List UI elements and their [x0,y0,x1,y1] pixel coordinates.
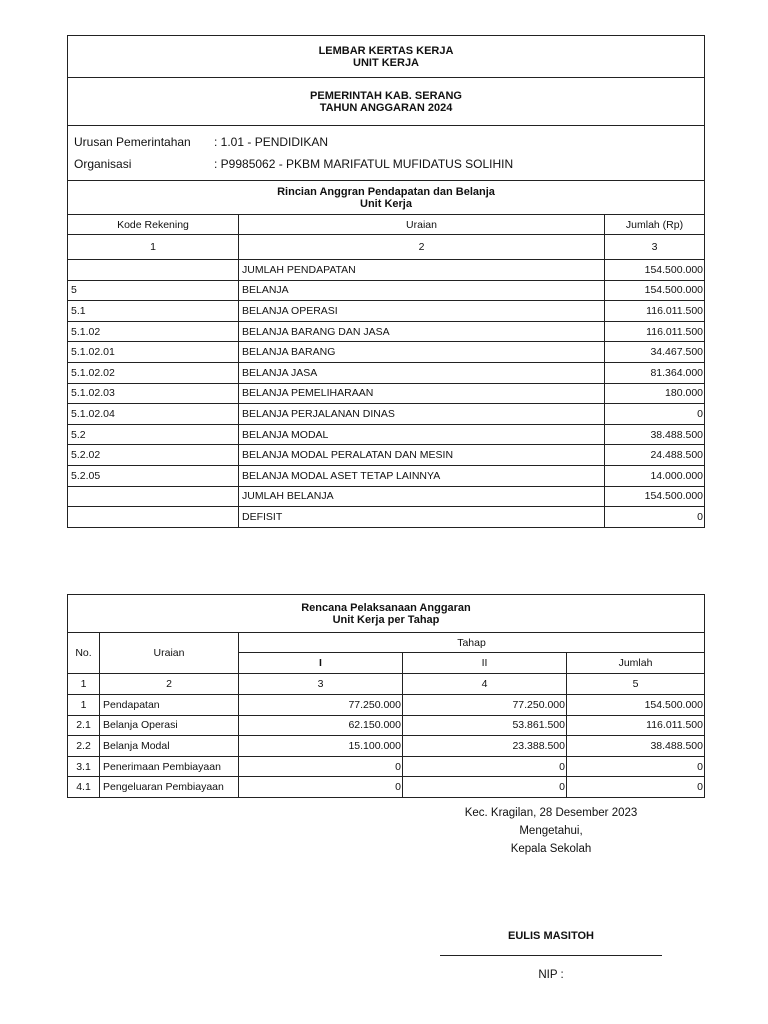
table-cell [68,507,239,528]
table-cell: 0 [239,756,403,777]
table-cell: 116.011.500 [605,301,705,322]
table-cell: 154.500.000 [605,280,705,301]
table-row [68,404,705,425]
table-cell: BELANJA PEMELIHARAAN [239,383,605,404]
table-row [68,260,705,281]
table-cell: 180.000 [605,383,705,404]
table-cell [68,260,239,281]
rencana-table [67,594,705,798]
table-row [68,280,705,301]
table-cell: Belanja Modal [100,736,239,757]
table-cell: 0 [605,507,705,528]
table-cell: 154.500.000 [605,260,705,281]
info-value: : 1.01 - PENDIDIKAN [214,135,329,149]
column-header: No. [68,633,100,674]
info-label: Organisasi [74,157,132,171]
info-label: Urusan Pemerintahan [74,135,191,149]
table-cell: 116.011.500 [605,321,705,342]
table-row [68,362,705,383]
table-cell: 38.488.500 [605,424,705,445]
table-cell: 77.250.000 [403,695,567,716]
table-cell: JUMLAH PENDAPATAN [239,260,605,281]
table-cell: DEFISIT [239,507,605,528]
table-row [68,736,705,757]
table-cell: 5 [68,280,239,301]
table-cell: 5.1.02.03 [68,383,239,404]
table-cell: 154.500.000 [605,486,705,507]
column-header: Uraian [239,215,605,235]
table-cell: BELANJA MODAL ASET TETAP LAINNYA [239,465,605,486]
table-row [68,777,705,798]
nip: NIP : [538,969,564,981]
table-cell: 0 [567,777,705,798]
table-row [68,383,705,404]
government-title: PEMERINTAH KAB. SERANG TAHUN ANGGARAN 2024 [68,78,705,126]
table-cell: 5.2 [68,424,239,445]
table-cell: BELANJA [239,280,605,301]
table-cell: 34.467.500 [605,342,705,363]
rencana-title: Rencana Pelaksanaan Anggaran Unit Kerja per Tahap [68,595,705,633]
table-cell: 154.500.000 [567,695,705,716]
table-cell: 53.861.500 [403,715,567,736]
column-header: Jumlah [567,653,705,674]
signature-line [440,955,662,956]
table-cell: 3.1 [68,756,100,777]
column-header: Kode Rekening [68,215,239,235]
table-cell: 5.1.02.01 [68,342,239,363]
column-number: 4 [403,674,567,695]
table-row [68,695,705,716]
table-cell: 4.1 [68,777,100,798]
table-row [68,756,705,777]
mengetahui: Mengetahui, [519,825,583,837]
column-number: 1 [68,235,239,260]
signer-role: Kepala Sekolah [510,843,592,855]
column-header: II [403,653,567,674]
document-title: LEMBAR KERTAS KERJA UNIT KERJA [68,36,705,78]
table-cell: Belanja Operasi [100,715,239,736]
table-row [68,486,705,507]
table-cell: 5.2.05 [68,465,239,486]
table-cell: JUMLAH BELANJA [239,486,605,507]
table-cell: 1 [68,695,100,716]
rincian-title: Rincian Anggran Pendapatan dan Belanja Unit Kerja [68,181,705,215]
column-number: 1 [68,674,100,695]
column-number: 5 [567,674,705,695]
table-row [68,301,705,322]
table-row [68,465,705,486]
table-cell: 77.250.000 [239,695,403,716]
table-cell: 81.364.000 [605,362,705,383]
column-number: 3 [605,235,705,260]
table-cell [68,486,239,507]
table-cell: 5.1 [68,301,239,322]
column-header: Tahap [239,633,705,653]
table-cell: 116.011.500 [567,715,705,736]
table-cell: BELANJA JASA [239,362,605,383]
table-cell: 0 [403,756,567,777]
table-cell: BELANJA MODAL PERALATAN DAN MESIN [239,445,605,466]
column-header: Uraian [100,633,239,674]
table-cell: 14.000.000 [605,465,705,486]
table-cell: 0 [605,404,705,425]
column-header: I [239,653,403,674]
table-cell: 5.1.02 [68,321,239,342]
table-cell: 0 [239,777,403,798]
table-cell: BELANJA OPERASI [239,301,605,322]
table-cell: 5.2.02 [68,445,239,466]
table-cell: Pendapatan [100,695,239,716]
table-cell: Penerimaan Pembiayaan [100,756,239,777]
info-value: : P9985062 - PKBM MARIFATUL MUFIDATUS SOLIHIN [214,157,514,171]
table-row [68,445,705,466]
table-cell: 2.1 [68,715,100,736]
table-row [68,715,705,736]
column-number: 2 [100,674,239,695]
table-cell: 24.488.500 [605,445,705,466]
table-cell: 2.2 [68,736,100,757]
column-number: 2 [239,235,605,260]
signer-name: EULIS MASITOH [508,930,594,942]
rincian-table [67,35,705,528]
table-cell: BELANJA PERJALANAN DINAS [239,404,605,425]
table-cell: BELANJA BARANG DAN JASA [239,321,605,342]
table-cell: 0 [403,777,567,798]
info-block [68,126,705,181]
column-header: Jumlah (Rp) [605,215,705,235]
table-cell: 62.150.000 [239,715,403,736]
table-row [68,321,705,342]
table-cell: 15.100.000 [239,736,403,757]
table-cell: BELANJA MODAL [239,424,605,445]
column-number: 3 [239,674,403,695]
table-cell: 5.1.02.02 [68,362,239,383]
table-cell: 38.488.500 [567,736,705,757]
table-cell: 23.388.500 [403,736,567,757]
table-cell: BELANJA BARANG [239,342,605,363]
place-date: Kec. Kragilan, 28 Desember 2023 [464,807,638,819]
table-cell: 5.1.02.04 [68,404,239,425]
table-row [68,507,705,528]
table-row [68,342,705,363]
table-cell: Pengeluaran Pembiayaan [100,777,239,798]
table-row [68,424,705,445]
table-cell: 0 [567,756,705,777]
